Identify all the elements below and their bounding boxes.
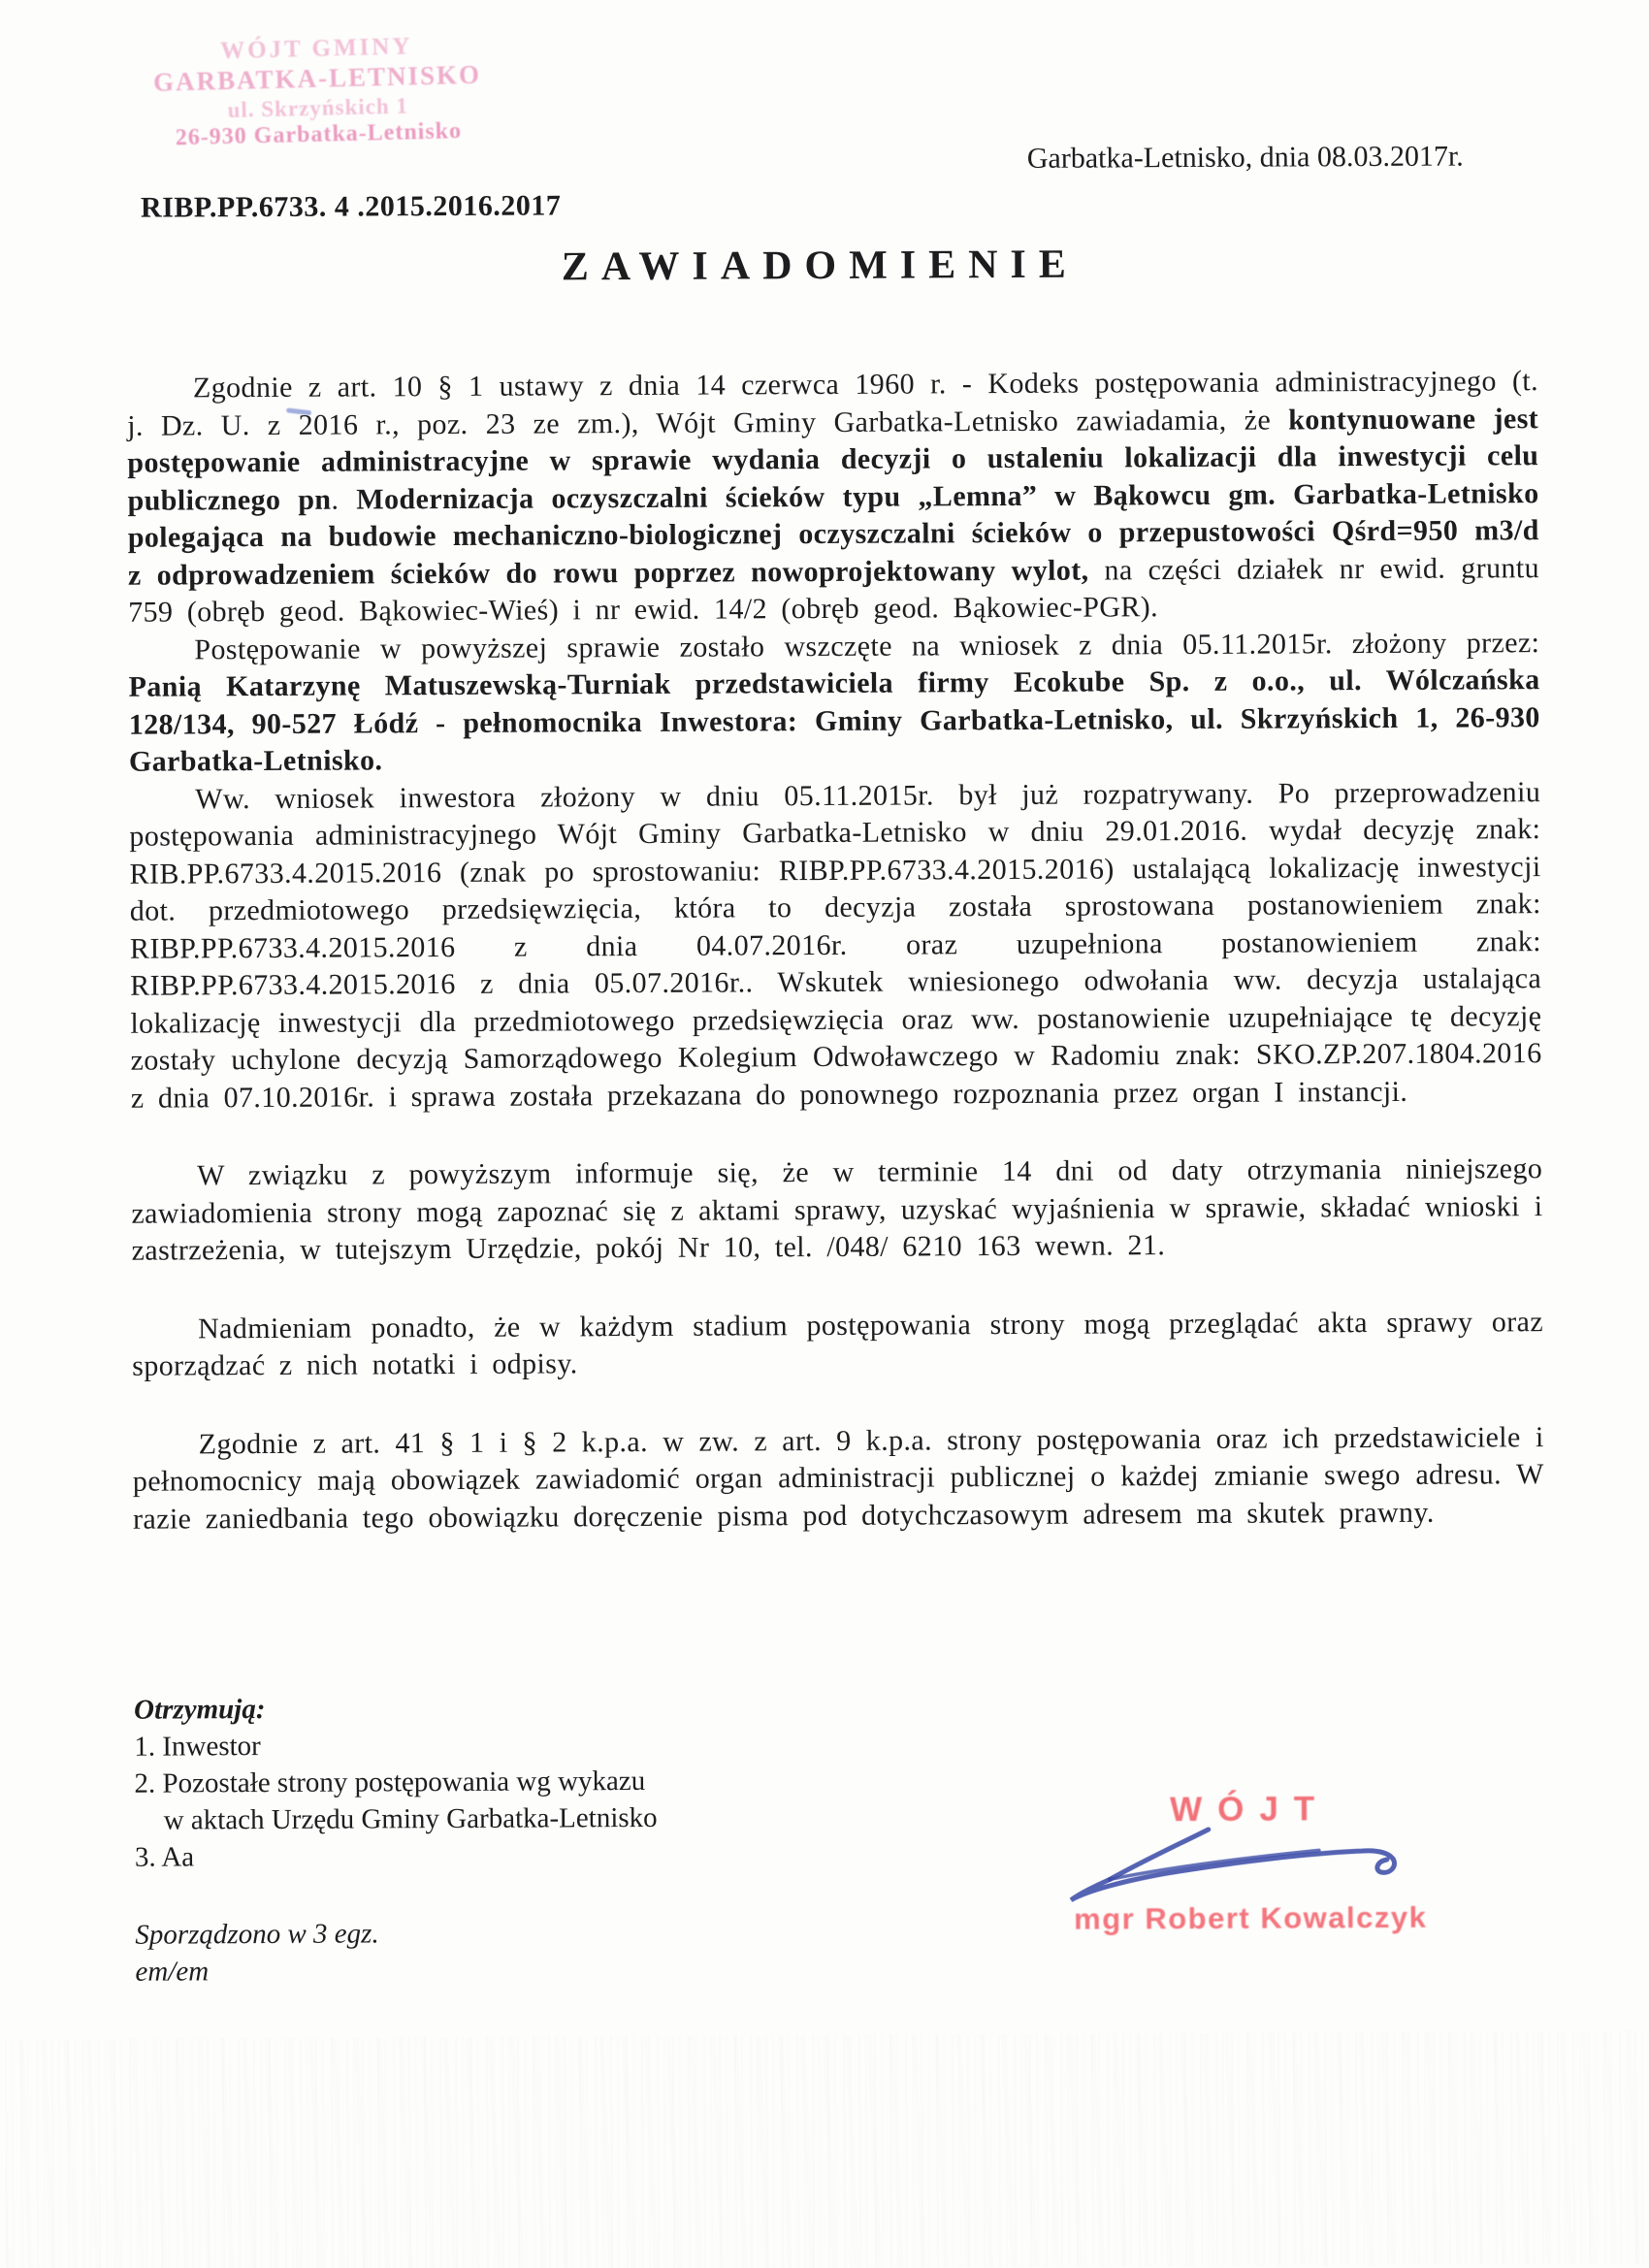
distribution-item-continuation: w aktach Urzędu Gminy Garbatka-Letnisko: [163, 1801, 658, 1836]
paragraph-applicant: [128, 625, 1540, 782]
text-run: W związku z powyższym informuje się, że w terminie 14 dni od daty otrzymania niniejszego zawiadomienia strony mogą zapoznać się z aktami sprawy, uzyskać wyjaśnienia w sprawie, składać wnioski i zastrzeżenia, w tutejszym Urzędzie, pokój Nr 10, tel. /048/ 6210 163 wewn. 21.: [131, 1152, 1543, 1267]
text-run: Ww. wniosek inwestora złożony w dniu 05.11.2015r. był już rozpatrywany. Po przeprowadzeniu postępowania administracyjnego Wójt Gminy Garbatka-Letnisko w dniu 29.01.2016. wydał decyzję znak: RIB.PP.6733.4.2015.2016 (znak po sprostowaniu: RIBP.PP.6733.4.2015.2016) ustalającą lokalizację inwestycji dot. przedmiotowego przedsięwzięcia, która to decyzja została sprostowana postanowieniem znak: RIBP.PP.6733.4.2015.2016 z dnia 04.07.2016r. oraz uzupełniona postanowieniem znak: RIBP.PP.6733.4.2015.2016 z dnia 05.07.2016r.. Wskutek wniesionego odwołania ww. decyzja ustalająca lokalizację inwestycji dla przedmiotowego przedsięwzięcia oraz ww. postanowienie uzupełniające tę decyzję zostały uchylone decyzją Samorządowego Kolegium Odwoławczego w Radomiu znak: SKO.ZP.207.1804.2016 z dnia 07.10.2016r. i sprawa została przekazana do ponownego rozpoznania przez organ I instancji.: [129, 775, 1542, 1115]
paragraph-deadline-notice: [131, 1150, 1543, 1270]
signer-name-stamp: mgr Robert Kowalczyk: [1074, 1899, 1428, 1936]
paragraph-legal-basis: [127, 363, 1539, 632]
text-run: na części działek nr ewid. gruntu 759 (obręb geod. Bąkowiec-Wieś) i nr ewid. 14/2 (obręb geod. Bąkowiec-PGR).: [128, 551, 1540, 629]
distribution-block: [134, 1689, 659, 1991]
text-run: Postępowanie w powyższej sprawie zostało wszczęte na wniosek z dnia 05.11.2015r. złożony przez:: [194, 626, 1540, 665]
stamp-line-municipality: GARBATKA-LETNISKO: [152, 59, 482, 97]
case-reference-number: RIBP.PP.6733. 4 .2015.2016.2017: [140, 189, 562, 224]
text-run: .: [331, 483, 357, 516]
place-date-line: Garbatka-Letnisko, dnia 08.03.2017r.: [1026, 140, 1464, 175]
signature-block: [1047, 1790, 1455, 1937]
paragraph-case-history: [129, 774, 1542, 1118]
clerk-initials: em/em: [135, 1956, 210, 1988]
distribution-item: 1. Inwestor: [134, 1731, 261, 1763]
document-body: [127, 363, 1544, 1539]
text-run: Zgodnie z art. 10 § 1 ustawy z dnia 14 czerwca 1960 r. - Kodeks postępowania administracyjnego (t. j. Dz. U. z 2016 r., poz. 23 ze zm.), Wójt Gminy Garbatka-Letnisko zawiadamia, że: [127, 365, 1539, 442]
distribution-item: 3. Aa: [134, 1841, 195, 1873]
copies-note: Sporządzono w 3 egz.: [135, 1918, 379, 1951]
text-run: Nadmieniam ponadto, że w każdym stadium postępowania strony mogą przeglądać akta sprawy oraz sporządzać z nich notatki i odpisy.: [132, 1305, 1544, 1382]
text-run-bold: kontynuowane jest postępowanie administracyjne w sprawie wydania decyzji o ustaleniu lokalizacji dla inwestycji celu publicznego pn: [127, 402, 1539, 517]
stamp-line-postal: 26-930 Garbatka-Letnisko: [175, 118, 463, 151]
signer-title-stamp: WÓJT: [1169, 1790, 1331, 1830]
text-run-bold: Modernizacja oczyszczalni ścieków typu „Lemna” w Bąkowcu gm. Garbatka-Letnisko polegająca na budowie mechaniczno-biologicznej oczyszczalni ścieków o przepustowości Qśrd=950 m3/d z odprowadzeniem ścieków do rowu poprzez nowoprojektowany wylot,: [127, 476, 1539, 592]
paragraph-address-obligation: [133, 1419, 1545, 1539]
text-run: Zgodnie z art. 41 § 1 i § 2 k.p.a. w zw. z art. 9 k.p.a. strony postępowania oraz ich przedstawiciele i pełnomocnicy mają obowiązek zawiadomić organ administracji publicznej o każdej zmianie swego adresu. W razie zaniedbania tego obowiązku doręczenie pisma pod dotychczasowym adresem ma skutek prawny.: [132, 1420, 1544, 1536]
document-title: ZAWIADOMIENIE: [561, 242, 1079, 290]
stamp-line-office: WÓJT GMINY: [219, 33, 413, 65]
municipal-address-stamp: [127, 31, 508, 152]
prepared-note: [135, 1914, 658, 1991]
distribution-item: 2. Pozostałe strony postępowania wg wykazu: [134, 1765, 646, 1799]
scanner-noise-artifact: [5, 2031, 1649, 2268]
stamp-line-street: ul. Skrzyńskich 1: [227, 93, 409, 122]
text-run-bold: Panią Katarzynę Matuszewską-Turniak przedstawiciela firmy Ecokube Sp. z o.o., ul. Wólczańska 128/134, 90-527 Łódź - pełnomocnika Inwestora: Gminy Garbatka-Letnisko, ul. Skrzyńskich 1, 26-930 Garbatka-Letnisko.: [128, 664, 1540, 778]
distribution-heading: Otrzymują:: [134, 1694, 266, 1726]
paragraph-inspection-rights: [132, 1304, 1543, 1386]
